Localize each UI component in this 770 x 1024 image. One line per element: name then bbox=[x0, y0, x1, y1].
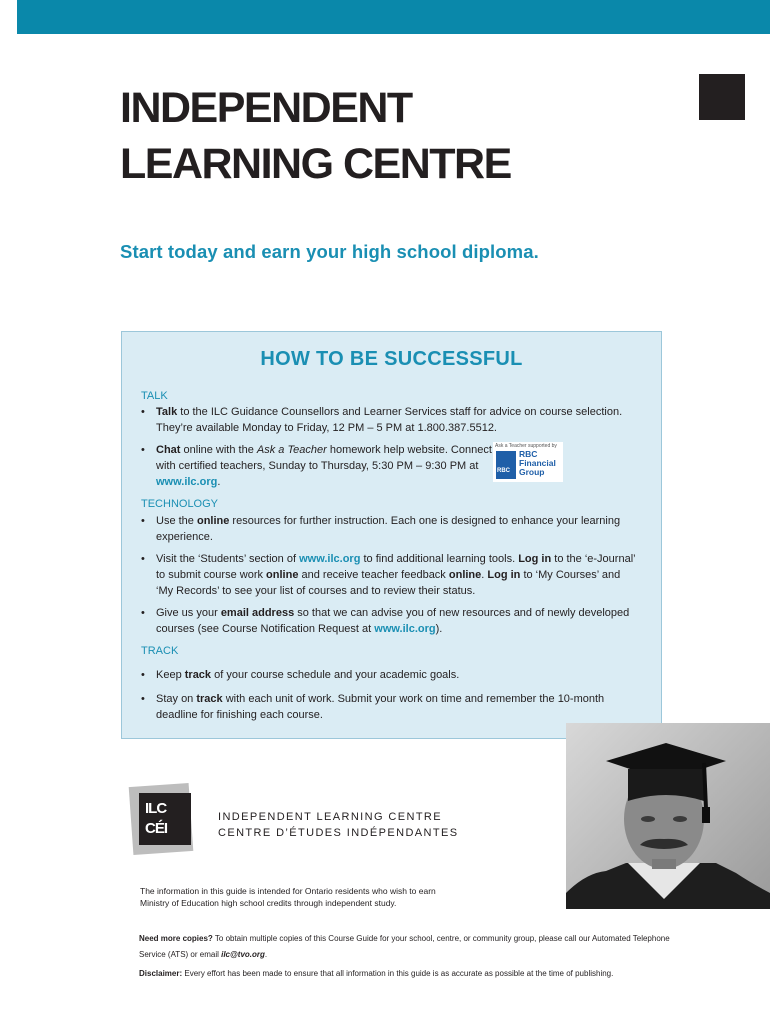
title-line-2: LEARNING CENTRE bbox=[120, 140, 511, 188]
talk-bullet-2: • Chat online with the Ask a Teacher homework help website. Connect with certified teachers, Sunday to Thursday, 5:30 PM – 9:30 PM at www.ilc.org. bbox=[141, 444, 492, 488]
info-note: The information in this guide is intended for Ontario residents who wish to earn Ministry of Education high school credits through independent study. bbox=[140, 886, 436, 908]
top-banner bbox=[17, 0, 770, 34]
technology-bullet-2: • Visit the ‘Students’ section of www.ilc.org to find additional learning tools. Log in to the ‘e-Journal’ to submit course work online and receive teacher feedback online. Log in to ‘My Courses’ and ‘My Records’ to see your list of courses and to review their status. bbox=[141, 553, 636, 597]
org-name-french: CENTRE D’ÉTUDES INDÉPENDANTES bbox=[218, 827, 459, 839]
contact-email-link[interactable]: ilc@tvo.org bbox=[221, 950, 265, 959]
ilc-website-link[interactable]: www.ilc.org bbox=[299, 553, 361, 565]
more-copies-note: Need more copies? To obtain multiple copies of this Course Guide for your school, centre, or community group, please call our Automated Telephone Service (ATS) or email ilc@tvo.org. bbox=[139, 934, 670, 959]
corner-tab-marker bbox=[699, 74, 745, 120]
section-label-track: TRACK bbox=[141, 645, 179, 657]
technology-bullet-1: • Use the online resources for further instruction. Each one is designed to enhance your learning experience. bbox=[141, 515, 621, 543]
tagline: Start today and earn your high school diploma. bbox=[120, 241, 539, 262]
org-name-english: INDEPENDENT LEARNING CENTRE bbox=[218, 811, 443, 823]
disclaimer-note: Disclaimer: Every effort has been made to ensure that all information in this guide is as accurate as possible at the time of publishing. bbox=[139, 969, 614, 978]
success-tips-box bbox=[121, 331, 662, 739]
title-line-1: INDEPENDENT bbox=[120, 84, 412, 132]
box-title: HOW TO BE SUCCESSFUL bbox=[260, 348, 523, 370]
section-label-technology: TECHNOLOGY bbox=[141, 498, 219, 510]
ilc-logo: ILC CÉI bbox=[131, 785, 207, 861]
ilc-website-link[interactable]: www.ilc.org bbox=[374, 623, 436, 635]
rbc-shield-icon: RBC bbox=[496, 451, 516, 479]
talk-bullet-1: • Talk to the ILC Guidance Counsellors and Learner Services staff for advice on course selection. They’re available Monday to Friday, 12 PM – 5 PM at 1.800.387.5512. bbox=[141, 406, 623, 434]
track-bullet-2: • Stay on track with each unit of work. Submit your work on time and remember the 10-month deadline for finishing each course. bbox=[141, 693, 605, 721]
section-label-talk: TALK bbox=[141, 390, 168, 402]
page-title bbox=[120, 80, 511, 192]
track-bullet-1: • Keep track of your course schedule and your academic goals. bbox=[141, 669, 460, 681]
technology-bullet-3: • Give us your email address so that we can advise you of new resources and of newly developed courses (see Course Notification Request at www.ilc.org). bbox=[141, 607, 630, 635]
ilc-website-link[interactable]: www.ilc.org bbox=[156, 476, 218, 488]
graduate-photo bbox=[566, 723, 770, 909]
rbc-sponsor-logo: Ask a Teacher supported by RBC RBC Financial Group bbox=[493, 442, 563, 482]
